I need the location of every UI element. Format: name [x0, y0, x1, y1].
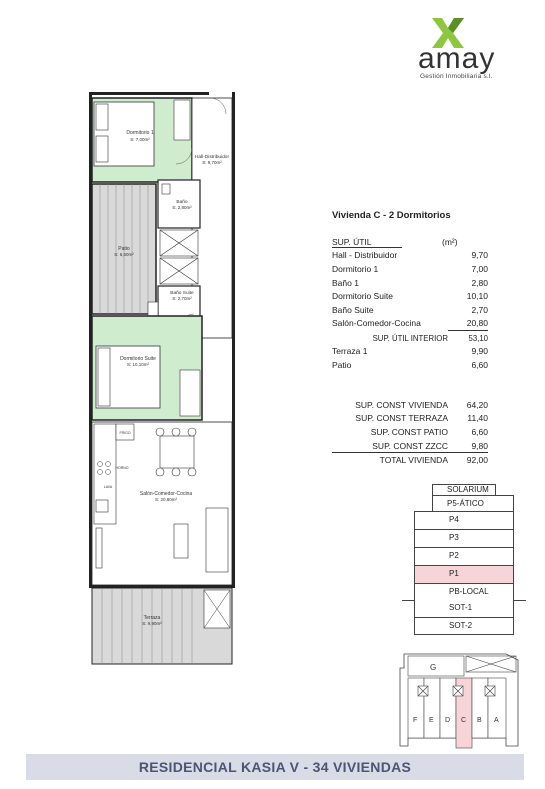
dining-set [156, 428, 196, 476]
unit-label-a: A [494, 717, 499, 724]
wardrobe-dormitorio-1 [174, 100, 190, 140]
row-label: SUP. ÚTIL INTERIOR [372, 334, 448, 343]
label-dormitorio-1: Dormitorio 1 [126, 130, 154, 136]
row-value: 20,80 [466, 318, 488, 328]
row-value: 9,70 [471, 250, 488, 260]
floor-sot-2[interactable] [414, 617, 514, 635]
unit-label-d: D [445, 717, 451, 724]
floor-p5-atico[interactable] [432, 495, 514, 512]
floor-p4[interactable] [414, 511, 514, 530]
row-value: 11,40 [467, 413, 488, 423]
area-bano: S: 2,80m² [172, 205, 192, 210]
row-value: 6,60 [471, 360, 488, 370]
coffee-table [174, 524, 188, 558]
pillow-bottom [96, 136, 108, 162]
const-row [332, 426, 488, 438]
floor-plan [82, 88, 242, 668]
table-row [332, 317, 488, 329]
total-row [332, 454, 488, 466]
row-label: SUP. CONST ZZCC [372, 441, 448, 451]
unit-label-b: B [477, 717, 482, 724]
row-label: TOTAL VIVIENDA [379, 455, 448, 465]
floor-label: P4 [449, 515, 459, 524]
label-salon: Salón-Comedor-Cocina [139, 491, 193, 497]
row-label: Dormitorio Suite [332, 291, 393, 301]
row-label: SUP. CONST VIVIENDA [355, 400, 448, 410]
floor-label: P1 [449, 569, 459, 578]
label-bano-suite: Baño Suite [170, 291, 194, 296]
sum-underline [448, 330, 488, 331]
row-label: SUP. CONST PATIO [370, 427, 448, 437]
row-value: 6,60 [471, 427, 488, 437]
floor-label: PB-LOCAL [449, 587, 489, 596]
key-plan [396, 646, 524, 750]
label-bano: Baño [176, 200, 188, 205]
label-patio: Patio [118, 246, 130, 252]
sofa [206, 508, 228, 572]
wardrobe-suite [180, 370, 200, 416]
label-terraza: Terraza [143, 615, 161, 621]
floor-p1-active[interactable] [414, 565, 514, 584]
floor-sot-1[interactable] [414, 600, 514, 618]
interior-row [332, 333, 488, 345]
unit-label-e: E [429, 717, 434, 724]
area-dormitorio-1: S: 7,00m² [130, 137, 150, 142]
row-value: 9,80 [471, 441, 488, 451]
row-value: 9,90 [471, 346, 488, 356]
label-fridge: FRIGO [119, 431, 131, 435]
area-bano-suite: S: 2,70m² [172, 296, 192, 301]
label-hall: Hall-Distribuidor [194, 155, 230, 160]
toilet-bano [162, 184, 170, 194]
unit-label-f: F [413, 717, 418, 724]
const-row [332, 440, 488, 452]
row-label: Hall - Distribuidor [332, 250, 398, 260]
const-row [332, 412, 488, 424]
row-value: 10,10 [466, 291, 488, 301]
floor-pb-local[interactable] [414, 583, 514, 601]
pillow-top [96, 104, 108, 130]
row-value: 53,10 [468, 334, 488, 343]
brand-subtitle: Gestión Inmobiliaria s.l. [420, 73, 493, 80]
row-label: SUP. CONST TERRAZA [355, 413, 448, 423]
header-unit: (m²) [442, 237, 458, 247]
sink [96, 500, 108, 512]
floor-p3[interactable] [414, 529, 514, 548]
row-value: 92,00 [466, 455, 488, 465]
row-label: Patio [332, 360, 352, 370]
floor-label: SOT-1 [449, 603, 473, 612]
area-hall: S: 9,70m² [202, 160, 222, 165]
terraza-row [332, 345, 488, 357]
row-label: Salón-Comedor-Cocina [332, 318, 421, 328]
row-label: Dormitorio 1 [332, 264, 379, 274]
row-label: Baño 1 [332, 278, 359, 288]
area-patio: S: 6,60m² [114, 252, 134, 257]
floor-label: P5-ÁTICO [447, 499, 484, 508]
table-row [332, 263, 488, 275]
table-title: Vivienda C - 2 Dormitorios [332, 210, 451, 221]
row-value: 2,70 [471, 305, 488, 315]
floor-label: P2 [449, 551, 459, 560]
unit-label-c: C [461, 717, 467, 724]
table-row [332, 290, 488, 302]
footer-title: RESIDENCIAL KASIA V - 34 VIVIENDAS [26, 754, 524, 780]
label-dormitorio-suite: Dormitorio Suite [120, 356, 156, 362]
patio-row [332, 359, 488, 371]
row-label: Terraza 1 [332, 346, 368, 356]
floor-label: SOT-2 [449, 621, 473, 630]
row-value: 2,80 [471, 278, 488, 288]
area-terraza: S: 9,90m² [142, 621, 162, 626]
pillow-suite [98, 348, 110, 406]
header-underline [332, 247, 402, 248]
block-g-label: G [430, 663, 437, 672]
row-value: 7,00 [471, 264, 488, 274]
floor-p2[interactable] [414, 547, 514, 566]
row-value: 64,20 [466, 400, 488, 410]
floor-label: SOLARIUM [447, 485, 489, 494]
const-row [332, 399, 488, 411]
table-row [332, 249, 488, 261]
floor-label: P3 [449, 533, 459, 542]
table-row [332, 304, 488, 316]
header-label: SUP. ÚTIL [332, 237, 372, 247]
tv-unit [96, 528, 102, 568]
table-row [332, 277, 488, 289]
label-washer: LAVA [103, 485, 113, 489]
total-underline [332, 452, 488, 453]
area-salon: S: 20,80m² [154, 497, 178, 502]
row-label: Baño Suite [332, 305, 374, 315]
area-dormitorio-suite: S: 10,10m² [126, 362, 150, 367]
brand-name: amay [418, 42, 496, 75]
label-oven: HORNO [115, 466, 129, 470]
